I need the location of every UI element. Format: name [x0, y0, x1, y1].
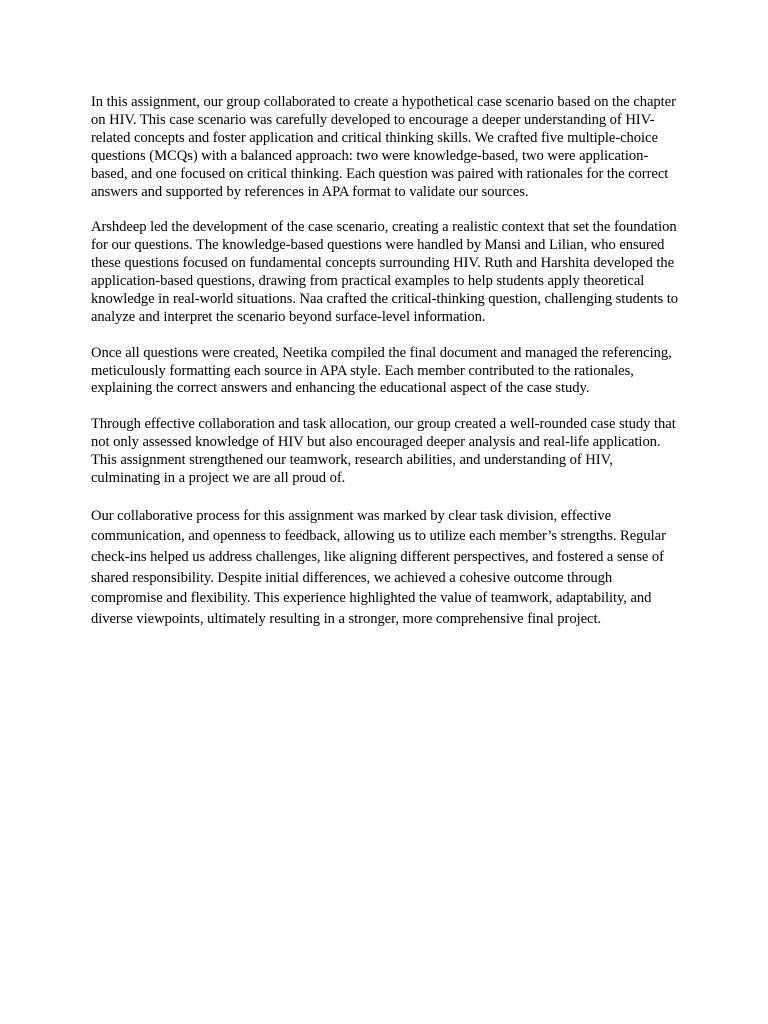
document-body	[91, 94, 681, 629]
paragraph-roles: Arshdeep led the development of the case scenario, creating a realistic context that set the foundation for our questions. The knowledge-based questions were handled by Mansi and Lilian, who ensured these questions focused on fundamental concepts surrounding HIV. Ruth and Harshita developed the application-based questions, drawing from practical examples to help students apply theoretical knowledge in real-world situations. Naa crafted the critical-thinking question, challenging students to analyze and interpret the scenario beyond surface-level information.	[91, 219, 678, 325]
paragraph-reflection: Our collaborative process for this assignment was marked by clear task division, effective communication, and openness to feedback, allowing us to utilize each member’s strengths. Regular check-ins helped us address challenges, like aligning different perspectives, and fostered a sense of shared responsibility. Despite initial differences, we achieved a cohesive outcome through compromise and flexibility. This experience highlighted the value of teamwork, adaptability, and diverse viewpoints, ultimately resulting in a stronger, more comprehensive final project.	[91, 507, 666, 627]
paragraph-outcome: Through effective collaboration and task allocation, our group created a well-rounded case study that not only assessed knowledge of HIV but also encouraged deeper analysis and real-life application. This assignment strengthened our teamwork, research abilities, and understanding of HIV, culminating in a project we are all proud of.	[91, 416, 676, 486]
paragraph-introduction: In this assignment, our group collaborated to create a hypothetical case scenario based on the chapter on HIV. This case scenario was carefully developed to encourage a deeper understanding of HIV-related concepts and foster application and critical thinking skills. We crafted five multiple-choice questions (MCQs) with a balanced approach: two were knowledge-based, two were application-based, and one focused on critical thinking. Each question was paired with rationales for the correct answers and supported by references in APA format to validate our sources.	[91, 94, 676, 200]
paragraph-compilation: Once all questions were created, Neetika compiled the final document and managed the referencing, meticulously formatting each source in APA style. Each member contributed to the rationales, explaining the correct answers and enhancing the educational aspect of the case study.	[91, 344, 672, 397]
